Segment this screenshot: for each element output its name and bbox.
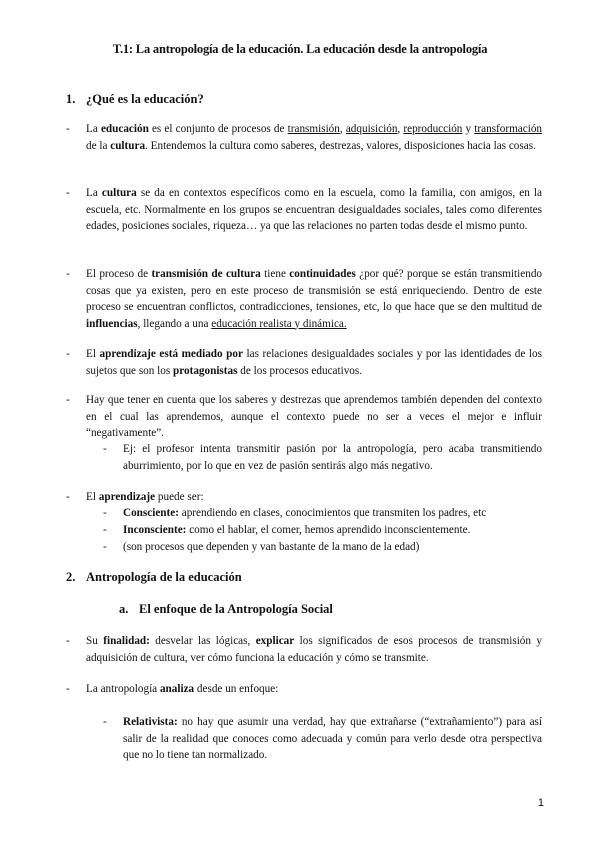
bullet-dash: - [66,394,70,406]
bullet-dash: - [66,635,70,647]
bullet-dash: - [103,524,107,536]
document-title: T.1: La antropología de la educación. La educación desde la antropología [112,42,488,56]
example-item: - Ej: el profesor intenta transmitir pasión por la antropología, pero acaba transmitiendo aburrimiento, por lo que en vez de pasión sentirás algo más negativo. [103,443,542,472]
list-item-conscious: - Consciente: aprendiendo en clases, conocimientos que transmiten los padres, etc [103,505,542,522]
section-2-heading [66,570,242,585]
paragraph-transmission: - El proceso de transmisión de cultura tiene continuidades ¿por qué? porque se están transmitiendo cosas que ya existen, pero en este proceso de transmisión se está enriqueciendo. Dentro de este proceso se encuentran conflictos, contradicciones, tensiones, etc, lo que hace que se den multitud de influencias, llegando a una educación realista y dinámica. [66,268,543,330]
bullet-dash: - [66,268,70,280]
list-item-relativist: - Relativista: no hay que asumir una verdad, hay que extrañarse (“extrañamiento”) para así salir de la realidad que conoces como adecuada y común para verlo desde otra perspectiva que no lo tiene tan normalizado. [103,716,542,761]
paragraph-learning-types: - El aprendizaje puede ser: [66,489,542,506]
bullet-dash: - [66,348,70,360]
bullet-dash: - [103,507,107,519]
bullet-dash: - [103,716,107,728]
bullet-dash: - [66,491,70,503]
bullet-dash: - [66,187,70,199]
section-title: Antropología de la educación [86,570,242,584]
bullet-dash: - [66,123,70,135]
paragraph-analysis: - La antropología analiza desde un enfoque: [66,681,542,698]
section-number: 2. [66,570,76,584]
paragraph-learning-mediated: - El aprendizaje está mediado por las relaciones desigualdades sociales y por las identidades de los sujetos que son los protagonistas de los procesos educativos. [66,348,542,377]
bullet-dash: - [103,541,107,553]
paragraph-purpose: - Su finalidad: desvelar las lógicas, explicar los significados de esos procesos de transmisión y adquisición de cultura, ver cómo funciona la educación y cómo se transmite. [66,635,542,664]
list-item-note: - (son procesos que dependen y van bastante de la mano de la edad) [103,539,542,556]
paragraph-culture-contexts: - La cultura se da en contextos específicos como en la escuela, como la familia, con amigos, en la escuela, etc. Normalmente en los grupos se encuentran desigualdades sociales, tales como diferentes edades, posiciones sociales, riqueza… ya que las relaciones no parten todas desde el mismo punto. [66,187,542,232]
list-item-unconscious: - Inconsciente: como el hablar, el comer, hemos aprendido inconscientemente. [103,522,542,539]
section-1-heading [66,92,204,107]
subsection-heading [119,602,333,617]
subsection-number: a. [119,602,129,616]
bullet-dash: - [103,443,107,455]
subsection-title: El enfoque de la Antropología Social [139,602,333,616]
section-title: ¿Qué es la educación? [86,92,204,106]
page-number: 1 [537,797,544,809]
section-number: 1. [66,92,76,106]
paragraph-context: - Hay que tener en cuenta que los saberes y destrezas que aprendemos también dependen del contexto en el cual las aprendemos, aunque el contexto puede no ser a veces el mejor e influir “negativamente”. [66,394,542,439]
paragraph-definition: - La educación es el conjunto de procesos de transmisión, adquisición, reproducción y transformación de la cultura. Entendemos la cultura como saberes, destrezas, valores, disposiciones hacia las cosas. [66,123,543,152]
bullet-dash: - [66,683,70,695]
